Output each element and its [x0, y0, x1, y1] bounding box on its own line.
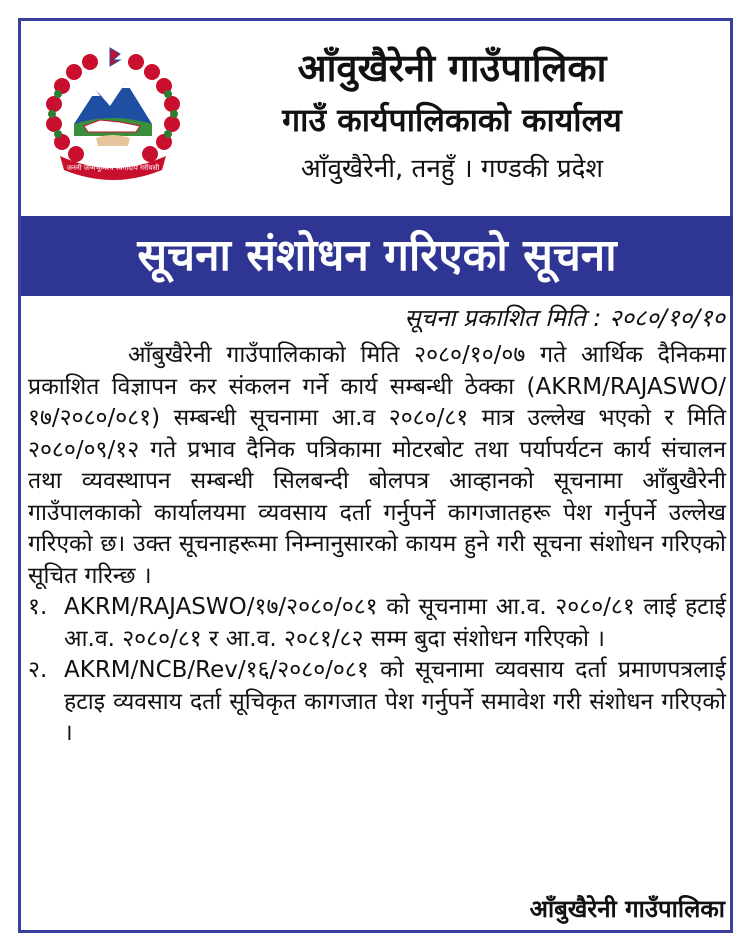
list-item: [28, 655, 726, 750]
signature: आँबुखैरेनी गाउँपालिका: [529, 895, 725, 923]
list-item-number: १.: [28, 594, 48, 620]
publish-date: सूचना प्रकाशित मिति : २०८०/१०/१०: [404, 304, 725, 332]
office-address: आँवुखैरेनी, तनहुँ । गण्डकी प्रदेश: [300, 154, 604, 184]
nepal-emblem-icon: [40, 46, 186, 182]
list-item-text: AKRM/NCB/Rev/१६/२०८०/०८१ को सूचनामा व्यवसाय दर्ता प्रमाणपत्रलाई हटाइ व्यवसाय दर्ता सूचिकृत कागजात पेश गर्नुपर्ने समावेश गरी संशोधन गरिएको ।: [64, 657, 726, 746]
notice-paragraph: आँबुखैरेनी गाउँपालिकाको मिति २०८०/१०/०७ गते आर्थिक दैनिकमा प्रकाशित विज्ञापन कर संकलन गर्ने कार्य सम्बन्धी ठेक्का (AKRM/RAJASWO/१७/२०८०/०८१) सम्बन्धी सूचनामा आ.व २०८०/८१ मात्र उल्लेख भएको र मिति २०८०/०९/१२ गते प्रभाव दैनिक पत्रिकामा मोटरबोट तथा पर्यापर्यटन कार्य संचालन तथा व्यवस्थापन सम्बन्धी सिलबन्दी बोलपत्र आव्हानको सूचनामा आँबुखैरेनी गाउँपालकाको कार्यालयमा व्यवसाय दर्ता गर्नुपर्ने कागजातहरू पेश गर्नुपर्ने उल्लेख गरिएको छ। उक्त सूचनाहरूमा निम्नानुसारको कायम हुने गरी सूचना संशोधन गरिएको सूचित गरिन्छ ।: [28, 342, 726, 589]
page-title: आँवुखैरेनी गाउँपालिका: [297, 46, 607, 90]
notice-body: [28, 340, 726, 750]
list-item-number: २.: [28, 657, 48, 683]
emblem-motto-text: जननी जन्मभूमिश्च स्वर्गादपि गरीयसी: [66, 164, 160, 172]
office-subtitle: गाउँ कार्यपालिकाको कार्यालय: [282, 101, 622, 139]
notice-banner: सूचना संशोधन गरिएको सूचना: [21, 216, 733, 296]
list-item-text: AKRM/RAJASWO/१७/२०८०/०८१ को सूचनामा आ.व. २०८०/८१ लाई हटाई आ.व. २०८०/८१ र आ.व. २०८१/८२ सम्म बुदा संशोधन गरिएको ।: [64, 594, 726, 652]
list-item: [28, 592, 726, 655]
